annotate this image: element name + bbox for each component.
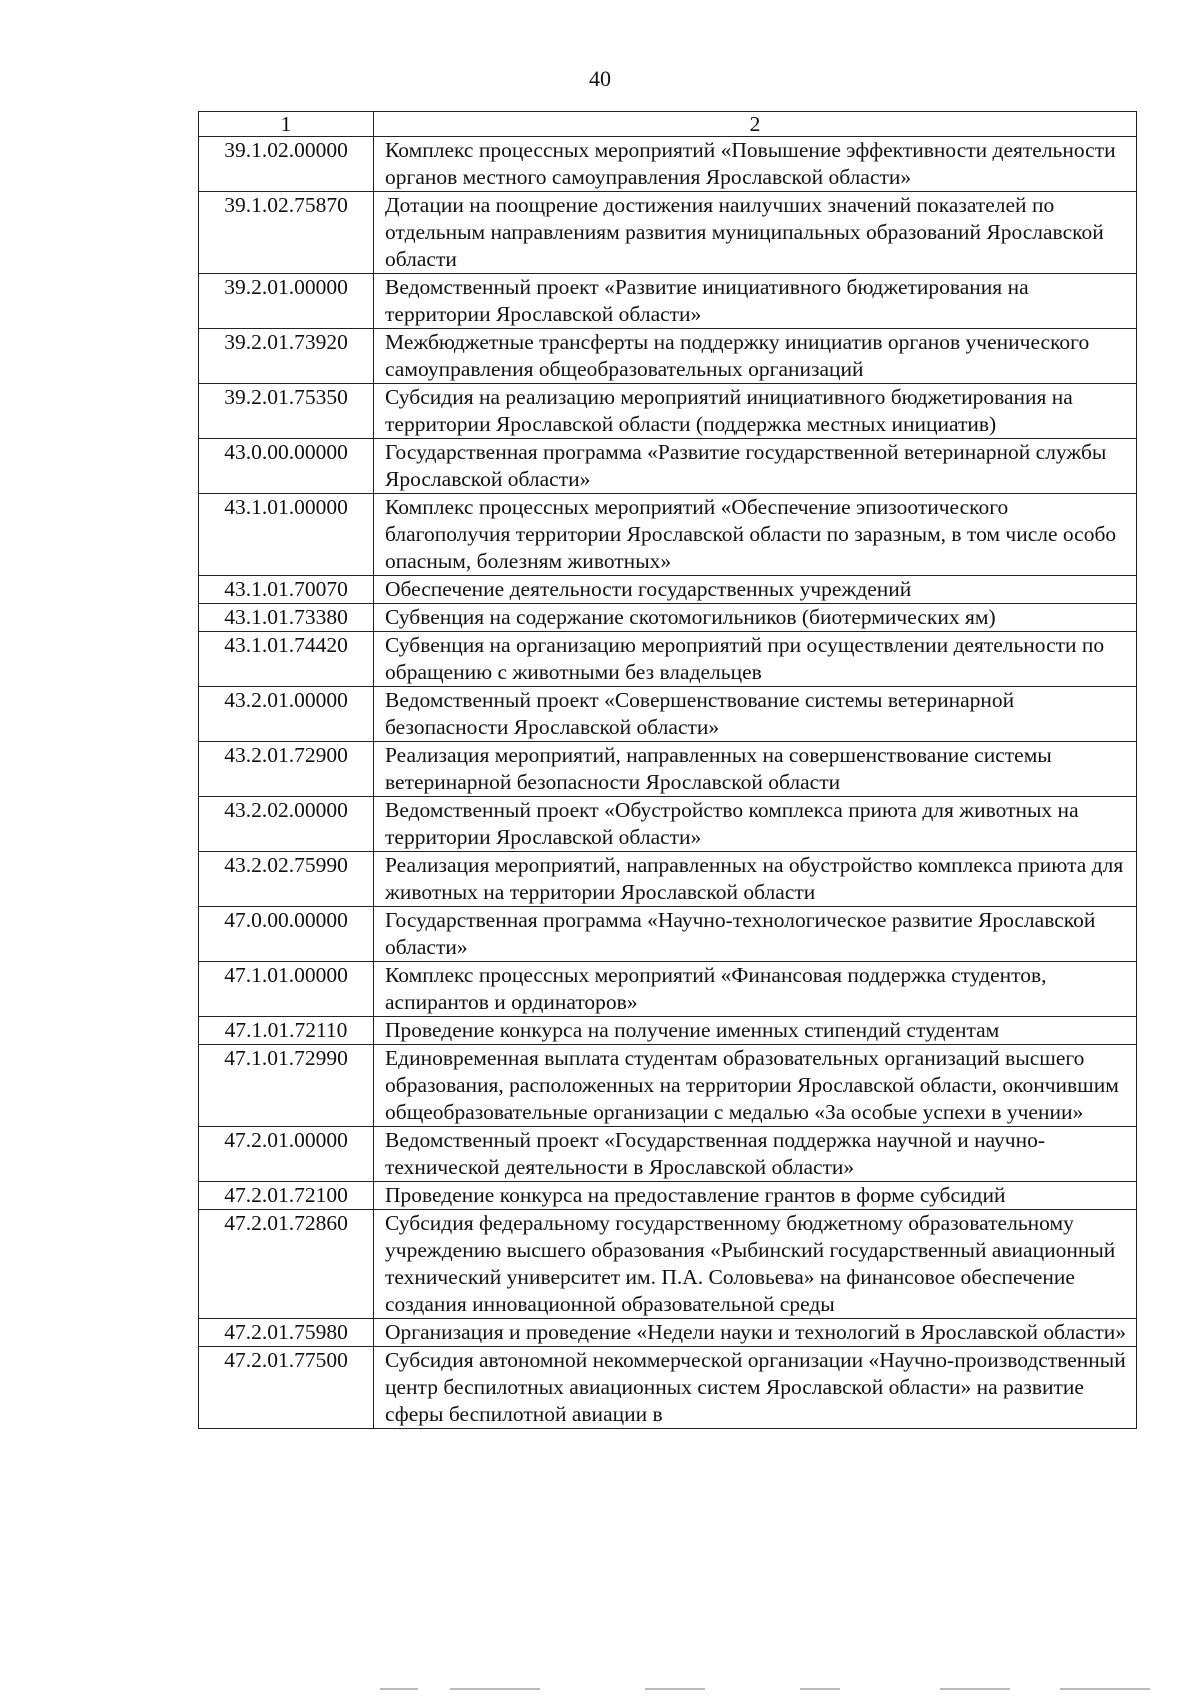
row-name: Государственная программа «Научно-технологическое развитие Ярославской области» xyxy=(374,907,1137,962)
row-code: 43.2.01.72900 xyxy=(199,742,374,797)
row-code: 39.1.02.75870 xyxy=(199,192,374,274)
row-name: Межбюджетные трансферты на поддержку инициатив органов ученического самоуправления общеобразовательных организаций xyxy=(374,329,1137,384)
row-code: 43.1.01.73380 xyxy=(199,604,374,632)
table-row xyxy=(199,604,1137,632)
row-name: Субсидия на реализацию мероприятий инициативного бюджетирования на территории Ярославской области (поддержка местных инициатив) xyxy=(374,384,1137,439)
table-row xyxy=(199,329,1137,384)
table-row xyxy=(199,742,1137,797)
row-name: Комплекс процессных мероприятий «Финансовая поддержка студентов, аспирантов и ординаторов» xyxy=(374,962,1137,1017)
row-name: Ведомственный проект «Развитие инициативного бюджетирования на территории Ярославской области» xyxy=(374,274,1137,329)
table-row xyxy=(199,576,1137,604)
row-name: Ведомственный проект «Государственная поддержка научной и научно-технической деятельности в Ярославской области» xyxy=(374,1127,1137,1182)
row-name: Субвенция на организацию мероприятий при осуществлении деятельности по обращению с животными без владельцев xyxy=(374,632,1137,687)
row-code: 47.1.01.72990 xyxy=(199,1045,374,1127)
row-name: Реализация мероприятий, направленных на обустройство комплекса приюта для животных на территории Ярославской области xyxy=(374,852,1137,907)
row-code: 39.1.02.00000 xyxy=(199,137,374,192)
row-name: Единовременная выплата студентам образовательных организаций высшего образования, расположенных на территории Ярославской области, окончившим общеобразовательные организации с медалью «За особые успехи в учении» xyxy=(374,1045,1137,1127)
row-code: 39.2.01.75350 xyxy=(199,384,374,439)
row-code: 43.1.01.00000 xyxy=(199,494,374,576)
row-code: 43.0.00.00000 xyxy=(199,439,374,494)
row-code: 47.2.01.00000 xyxy=(199,1127,374,1182)
row-code: 47.2.01.72860 xyxy=(199,1210,374,1319)
table-row xyxy=(199,1127,1137,1182)
row-name: Проведение конкурса на предоставление грантов в форме субсидий xyxy=(374,1182,1137,1210)
page-number: 40 xyxy=(589,66,611,91)
column-header-2: 2 xyxy=(374,112,1137,137)
row-name: Дотации на поощрение достижения наилучших значений показателей по отдельным направлениям развития муниципальных образований Ярославской области xyxy=(374,192,1137,274)
row-name: Реализация мероприятий, направленных на совершенствование системы ветеринарной безопасности Ярославской области xyxy=(374,742,1137,797)
row-name: Субвенция на содержание скотомогильников (биотермических ям) xyxy=(374,604,1137,632)
row-code: 47.2.01.72100 xyxy=(199,1182,374,1210)
row-name: Комплекс процессных мероприятий «Обеспечение эпизоотического благополучия территории Ярославской области по заразным, в том числе особо опасным, болезням животных» xyxy=(374,494,1137,576)
row-name: Ведомственный проект «Совершенствование системы ветеринарной безопасности Ярославской области» xyxy=(374,687,1137,742)
table-row xyxy=(199,797,1137,852)
row-name: Субсидия федеральному государственному бюджетному образовательному учреждению высшего образования «Рыбинский государственный авиационный технический университет им. П.А. Соловьева» на финансовое обеспечение создания инновационной образовательной среды xyxy=(374,1210,1137,1319)
table-row xyxy=(199,1319,1137,1347)
row-name: Комплекс процессных мероприятий «Повышение эффективности деятельности органов местного самоуправления Ярославской области» xyxy=(374,137,1137,192)
row-code: 39.2.01.00000 xyxy=(199,274,374,329)
table-row xyxy=(199,1045,1137,1127)
table-row xyxy=(199,192,1137,274)
table-row xyxy=(199,274,1137,329)
row-code: 47.0.00.00000 xyxy=(199,907,374,962)
row-name: Субсидия автономной некоммерческой организации «Научно-производственный центр беспилотных авиационных систем Ярославской области» на развитие сферы беспилотной авиации в xyxy=(374,1347,1137,1429)
row-code: 47.2.01.75980 xyxy=(199,1319,374,1347)
table-row xyxy=(199,962,1137,1017)
row-name: Государственная программа «Развитие государственной ветеринарной службы Ярославской области» xyxy=(374,439,1137,494)
row-name: Обеспечение деятельности государственных учреждений xyxy=(374,576,1137,604)
row-code: 43.1.01.70070 xyxy=(199,576,374,604)
table-row xyxy=(199,632,1137,687)
row-name: Проведение конкурса на получение именных стипендий студентам xyxy=(374,1017,1137,1045)
row-code: 43.2.01.00000 xyxy=(199,687,374,742)
row-code: 43.2.02.75990 xyxy=(199,852,374,907)
table-row xyxy=(199,1017,1137,1045)
table-row xyxy=(199,852,1137,907)
row-code: 43.2.02.00000 xyxy=(199,797,374,852)
row-name: Ведомственный проект «Обустройство комплекса приюта для животных на территории Ярославской области» xyxy=(374,797,1137,852)
table-row xyxy=(199,494,1137,576)
row-code: 39.2.01.73920 xyxy=(199,329,374,384)
table-row xyxy=(199,1182,1137,1210)
row-code: 43.1.01.74420 xyxy=(199,632,374,687)
column-header-1: 1 xyxy=(199,112,374,137)
table-header-row xyxy=(199,112,1137,137)
table-row xyxy=(199,1210,1137,1319)
table-row xyxy=(199,384,1137,439)
table-row xyxy=(199,439,1137,494)
table-row xyxy=(199,687,1137,742)
row-code: 47.1.01.72110 xyxy=(199,1017,374,1045)
table-row xyxy=(199,907,1137,962)
row-code: 47.2.01.77500 xyxy=(199,1347,374,1429)
row-name: Организация и проведение «Недели науки и технологий в Ярославской области» xyxy=(374,1319,1137,1347)
table-row xyxy=(199,1347,1137,1429)
row-code: 47.1.01.00000 xyxy=(199,962,374,1017)
table-row xyxy=(199,137,1137,192)
budget-classification-table xyxy=(198,111,1137,1429)
scan-artifact-marks xyxy=(380,1688,1160,1691)
